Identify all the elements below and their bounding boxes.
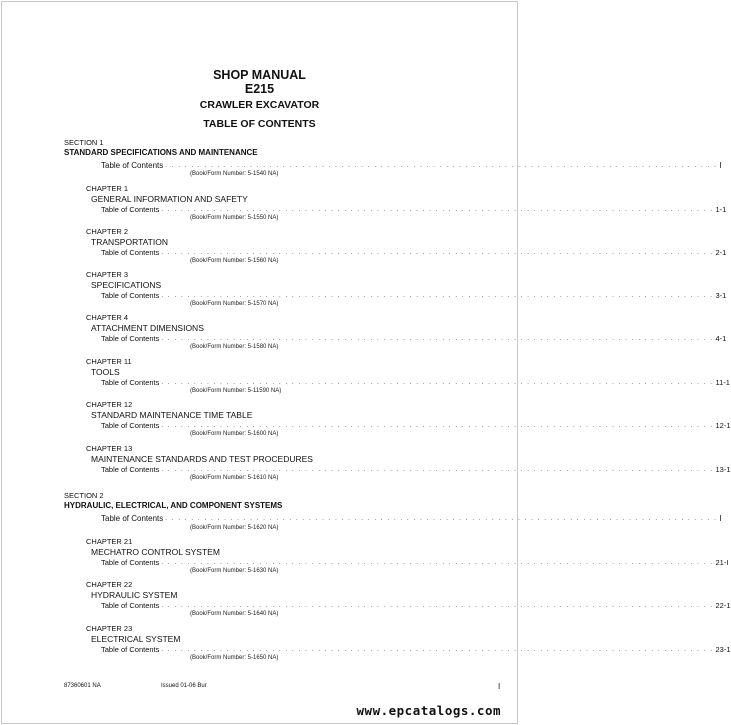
toc-entry[interactable] xyxy=(101,377,730,387)
toc-entry-page: I xyxy=(719,161,722,170)
book-number: (Book/Form Number: 5-11590 NA) xyxy=(190,388,282,394)
section-label: SECTION 1 xyxy=(64,138,104,147)
chapter-label: CHAPTER 21 xyxy=(86,537,133,546)
toc-heading: TABLE OF CONTENTS xyxy=(203,118,316,130)
toc-entry-page: 3-1 xyxy=(715,291,727,300)
model-number: E215 xyxy=(244,82,275,96)
book-number: (Book/Form Number: 5-1640 NA) xyxy=(190,611,279,617)
book-number: (Book/Form Number: 5-1570 NA) xyxy=(190,301,279,307)
chapter-title: MECHATRO CONTROL SYSTEM xyxy=(91,547,220,557)
chapter-label: CHAPTER 2 xyxy=(86,227,129,236)
book-number: (Book/Form Number: 5-1580 NA) xyxy=(190,344,279,350)
toc-entry-label: Table of Contents xyxy=(101,645,160,654)
machine-type: CRAWLER EXCAVATOR xyxy=(199,99,320,111)
chapter-label: CHAPTER 4 xyxy=(86,313,129,322)
book-number: (Book/Form Number: 5-1650 NA) xyxy=(190,655,279,661)
toc-entry-label: Table of Contents xyxy=(101,378,160,387)
toc-entry[interactable] xyxy=(101,600,731,610)
book-number: (Book/Form Number: 5-1600 NA) xyxy=(190,431,279,437)
toc-entry[interactable] xyxy=(101,464,731,474)
toc-entry[interactable] xyxy=(101,557,729,567)
toc-entry-label: Table of Contents xyxy=(101,465,160,474)
chapter-title: GENERAL INFORMATION AND SAFETY xyxy=(91,194,248,204)
section-title: HYDRAULIC, ELECTRICAL, AND COMPONENT SYSTEMS xyxy=(64,501,283,510)
chapter-label: CHAPTER 22 xyxy=(86,580,133,589)
leader-dots: . . . . . . . . . . . . . . . . . . . . . . . . . . . . . . . . . . . . . . . . . . . . . . . . . . . . . . . . . . . . . . . . . . . . . . . . . . . . . . . . . . . . . xyxy=(161,560,714,566)
toc-entry-page: 11-1 xyxy=(715,378,730,387)
leader-dots: . . . . . . . . . . . . . . . . . . . . . . . . . . . . . . . . . . . . . . . . . . . . . . . . . . . . . . . . . . . . . . . . . . . . . . . . . . . . . . . . . . . . . xyxy=(161,250,714,256)
section-label: SECTION 2 xyxy=(64,491,104,500)
toc-entry-page: 22-1 xyxy=(715,601,731,610)
toc-entry-label: Table of Contents xyxy=(101,205,160,214)
issue-date: Issued 01-06 Bur xyxy=(161,683,207,689)
chapter-label: CHAPTER 12 xyxy=(86,400,133,409)
toc-entry-label: Table of Contents xyxy=(101,421,160,430)
toc-entry-label: Table of Contents xyxy=(101,601,160,610)
toc-entry[interactable] xyxy=(101,160,722,170)
toc-entry[interactable] xyxy=(101,290,727,300)
toc-entry-page: 23-1 xyxy=(715,645,731,654)
manual-title: SHOP MANUAL xyxy=(213,68,306,82)
chapter-title: SPECIFICATIONS xyxy=(91,280,162,290)
toc-entry-label: Table of Contents xyxy=(101,334,160,343)
toc-entry[interactable] xyxy=(101,644,731,654)
book-number: (Book/Form Number: 5-1540 NA) xyxy=(190,171,279,177)
leader-dots: . . . . . . . . . . . . . . . . . . . . . . . . . . . . . . . . . . . . . . . . . . . . . . . . . . . . . . . . . . . . . . . . . . . . . . . . . . . . . . . . . . . . . xyxy=(161,423,714,429)
leader-dots: . . . . . . . . . . . . . . . . . . . . . . . . . . . . . . . . . . . . . . . . . . . . . . . . . . . . . . . . . . . . . . . . . . . . . . . . . . . . . . . . . . . . . xyxy=(161,467,714,473)
toc-entry[interactable] xyxy=(101,247,727,257)
toc-entry-label: Table of Contents xyxy=(101,514,164,523)
leader-dots: . . . . . . . . . . . . . . . . . . . . . . . . . . . . . . . . . . . . . . . . . . . . . . . . . . . . . . . . . . . . . . . . . . . . . . . . . . . . . . . . . . . . . xyxy=(161,293,714,299)
leader-dots: . . . . . . . . . . . . . . . . . . . . . . . . . . . . . . . . . . . . . . . . . . . . . . . . . . . . . . . . . . . . . . . . . . . . . . . . . . . . . . . . . . . . . xyxy=(161,336,714,342)
leader-dots: . . . . . . . . . . . . . . . . . . . . . . . . . . . . . . . . . . . . . . . . . . . . . . . . . . . . . . . . . . . . . . . . . . . . . . . . . . . . . . . . . . . . . xyxy=(161,380,714,386)
book-number: (Book/Form Number: 5-1610 NA) xyxy=(190,475,279,481)
toc-entry-page: 12-1 xyxy=(715,421,731,430)
toc-entry-page: 13-1 xyxy=(715,465,731,474)
toc-entry-page: 21-I xyxy=(715,558,729,567)
chapter-label: CHAPTER 1 xyxy=(86,184,129,193)
book-number: (Book/Form Number: 5-1550 NA) xyxy=(190,215,279,221)
watermark-url: www.epcatalogs.com xyxy=(356,703,501,718)
toc-entry-page: 1-1 xyxy=(715,205,727,214)
toc-entry-label: Table of Contents xyxy=(101,291,160,300)
leader-dots: . . . . . . . . . . . . . . . . . . . . . . . . . . . . . . . . . . . . . . . . . . . . . . . . . . . . . . . . . . . . . . . . . . . . . . . . . . . . . . . . . . . . . xyxy=(165,516,718,522)
chapter-label: CHAPTER 23 xyxy=(86,624,133,633)
leader-dots: . . . . . . . . . . . . . . . . . . . . . . . . . . . . . . . . . . . . . . . . . . . . . . . . . . . . . . . . . . . . . . . . . . . . . . . . . . . . . . . . . . . . . xyxy=(165,163,718,169)
leader-dots: . . . . . . . . . . . . . . . . . . . . . . . . . . . . . . . . . . . . . . . . . . . . . . . . . . . . . . . . . . . . . . . . . . . . . . . . . . . . . . . . . . . . . xyxy=(161,647,714,653)
book-number: (Book/Form Number: 5-1560 NA) xyxy=(190,258,279,264)
section-title: STANDARD SPECIFICATIONS AND MAINTENANCE xyxy=(64,148,258,157)
chapter-label: CHAPTER 13 xyxy=(86,444,133,453)
leader-dots: . . . . . . . . . . . . . . . . . . . . . . . . . . . . . . . . . . . . . . . . . . . . . . . . . . . . . . . . . . . . . . . . . . . . . . . . . . . . . . . . . . . . . xyxy=(161,603,714,609)
toc-entry[interactable] xyxy=(101,420,731,430)
toc-entry-label: Table of Contents xyxy=(101,558,160,567)
chapter-title: STANDARD MAINTENANCE TIME TABLE xyxy=(91,410,253,420)
document-code: 87360601 NA xyxy=(64,683,101,689)
toc-entry-page: I xyxy=(719,514,722,523)
toc-entry[interactable] xyxy=(101,204,727,214)
toc-entry-label: Table of Contents xyxy=(101,161,164,170)
chapter-title: ELECTRICAL SYSTEM xyxy=(91,634,181,644)
toc-entry[interactable] xyxy=(101,333,727,343)
toc-entry-page: 2-1 xyxy=(715,248,727,257)
chapter-label: CHAPTER 3 xyxy=(86,270,129,279)
book-number: (Book/Form Number: 5-1620 NA) xyxy=(190,525,279,531)
page-number: I xyxy=(498,682,501,691)
toc-entry-label: Table of Contents xyxy=(101,248,160,257)
chapter-title: HYDRAULIC SYSTEM xyxy=(91,590,178,600)
chapter-label: CHAPTER 11 xyxy=(86,357,132,366)
book-number: (Book/Form Number: 5-1630 NA) xyxy=(190,568,279,574)
chapter-title: MAINTENANCE STANDARDS AND TEST PROCEDURES xyxy=(91,454,313,464)
toc-entry-page: 4-1 xyxy=(715,334,727,343)
chapter-title: TOOLS xyxy=(91,367,120,377)
leader-dots: . . . . . . . . . . . . . . . . . . . . . . . . . . . . . . . . . . . . . . . . . . . . . . . . . . . . . . . . . . . . . . . . . . . . . . . . . . . . . . . . . . . . . xyxy=(161,207,714,213)
chapter-title: ATTACHMENT DIMENSIONS xyxy=(91,323,204,333)
chapter-title: TRANSPORTATION xyxy=(91,237,168,247)
toc-entry[interactable] xyxy=(101,513,722,523)
